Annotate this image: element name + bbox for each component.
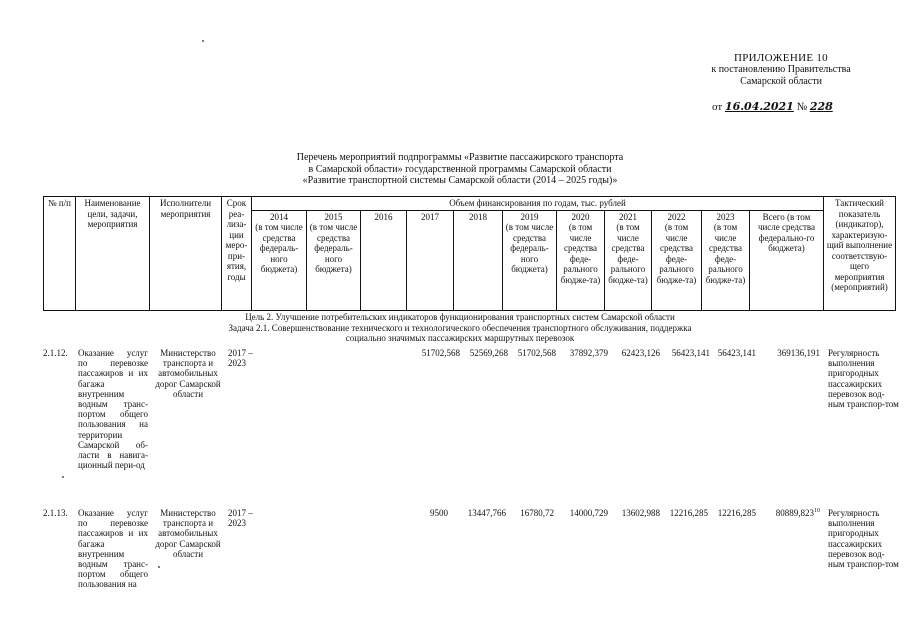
appendix-line-2: к постановлению Правительства bbox=[711, 64, 851, 75]
row-name: Оказание услуг по перевозке пассажиров и их багажа внутренним водным транс-портом общего пользования на территории Самарской об-ласти в навига-ционный пери-од bbox=[78, 348, 148, 471]
row-value-2020: 14000,729 bbox=[569, 508, 608, 518]
row-value-2019: 16780,72 bbox=[520, 508, 554, 518]
header-term: Срок реа-лиза-ции меро-при-ятия, годы bbox=[222, 197, 252, 311]
goal-line: Цель 2. Улучшение потребительских индикаторов функционирования транспортных систем Самарской области bbox=[245, 312, 675, 322]
header-year-2023: 2023 (в том числе средства феде-рального бюдже-та) bbox=[702, 210, 750, 310]
header-year-2020: 2020 (в том числе средства феде-рального бюдже-та) bbox=[557, 210, 605, 310]
scan-speck bbox=[158, 566, 160, 568]
goal-block bbox=[160, 312, 760, 344]
row-value-2022: 56423,141 bbox=[671, 348, 710, 358]
header-year-2014: 2014 (в том числе средства федераль-ного бюджета) bbox=[252, 210, 307, 310]
row-term: 2017 – 2023 bbox=[228, 348, 253, 369]
document-title-line-3: «Развитие транспортной системы Самарской области (2014 – 2025 годы)» bbox=[302, 175, 618, 186]
decree-date: 16.04.2021 bbox=[724, 100, 794, 113]
task-line-2: социально значимых пассажирских маршрутных перевозок bbox=[345, 333, 575, 343]
header-year-2016: 2016 bbox=[361, 210, 407, 310]
appendix-block bbox=[640, 52, 905, 88]
header-year-2017: 2017 bbox=[407, 210, 454, 310]
scan-speck bbox=[62, 476, 64, 478]
row-value-2017: 51702,568 bbox=[421, 348, 460, 358]
header-year-2015: 2015 (в том числе средства федераль-ного бюджета) bbox=[307, 210, 361, 310]
row-term: 2017 – 2023 bbox=[228, 508, 253, 529]
header-funding: Объем финансирования по годам, тыс. рублей bbox=[252, 197, 824, 211]
row-value-2023: 56423,141 bbox=[717, 348, 756, 358]
row-total: 369136,191 bbox=[777, 348, 820, 358]
scan-speck bbox=[202, 40, 204, 42]
header-year-2021: 2021 (в том числе средства феде-рального бюдже-та) bbox=[605, 210, 652, 310]
appendix-line-3: Самарской области bbox=[740, 76, 822, 87]
header-total: Всего (в том числе средства федерально-го бюджета) bbox=[750, 210, 824, 310]
row-indicator: Регулярность выполнения пригородных пассажирских перевозок вод-ным транспор-том bbox=[828, 508, 899, 570]
header-indicator: Тактический показатель (индикатор), характеризую-щий выполнение соответствую-щего мероприятия (мероприятий) bbox=[824, 197, 896, 311]
decree-number: 228 bbox=[809, 100, 833, 113]
document-title bbox=[200, 152, 720, 187]
row-value-2021: 13602,988 bbox=[621, 508, 660, 518]
document-title-line-2: в Самарской области» государственной программы Самарской области bbox=[308, 163, 612, 175]
header-year-2022: 2022 (в том числе средства феде-рального бюдже-та) bbox=[652, 210, 702, 310]
decree-from-label: от bbox=[712, 101, 723, 113]
header-executors: Исполнители мероприятия bbox=[150, 197, 222, 311]
header-year-2018: 2018 bbox=[454, 210, 503, 310]
row-value-2017: 9500 bbox=[430, 508, 448, 518]
row-value-2021: 62423,126 bbox=[621, 348, 660, 358]
row-name: Оказание услуг по перевозке пассажиров и их багажа внутренним водным транс-портом общего пользования на bbox=[78, 508, 148, 590]
task-line-1: Задача 2.1. Совершенствование технического и технологического обеспечения транспортного обслуживания, поддержка bbox=[228, 322, 692, 333]
row-value-2018: 13447,766 bbox=[467, 508, 506, 518]
decree-number-label: № bbox=[796, 101, 808, 113]
row-value-2018: 52569,268 bbox=[469, 348, 508, 358]
funding-table-header bbox=[43, 196, 896, 311]
document-title-line-1: Перечень мероприятий подпрограммы «Развитие пассажирского транспорта bbox=[296, 152, 624, 163]
row-value-2020: 37892,379 bbox=[569, 348, 608, 358]
header-name: Наименование цели, задачи, мероприятия bbox=[76, 197, 150, 311]
row-code: 2.1.13. bbox=[43, 508, 68, 518]
row-value-2019: 51702,568 bbox=[517, 348, 556, 358]
row-value-2023: 12216,285 bbox=[717, 508, 756, 518]
row-executors: Министерство транспорта и автомобильных дорог Самарской области bbox=[155, 348, 221, 399]
row-total: 80889,823$^{10}$ bbox=[775, 508, 820, 518]
header-year-2019: 2019 (в том числе средства федераль-ного бюджета) bbox=[503, 210, 557, 310]
decree-line bbox=[712, 100, 833, 113]
row-indicator: Регулярность выполнения пригородных пассажирских перевозок вод-ным транспор-том bbox=[828, 348, 899, 410]
row-executors: Министерство транспорта и автомобильных дорог Самарской области bbox=[155, 508, 221, 559]
header-number: № п/п bbox=[44, 197, 76, 311]
appendix-title: ПРИЛОЖЕНИЕ 10 bbox=[734, 52, 828, 64]
row-value-2022: 12216,285 bbox=[669, 508, 708, 518]
row-code: 2.1.12. bbox=[43, 348, 68, 358]
